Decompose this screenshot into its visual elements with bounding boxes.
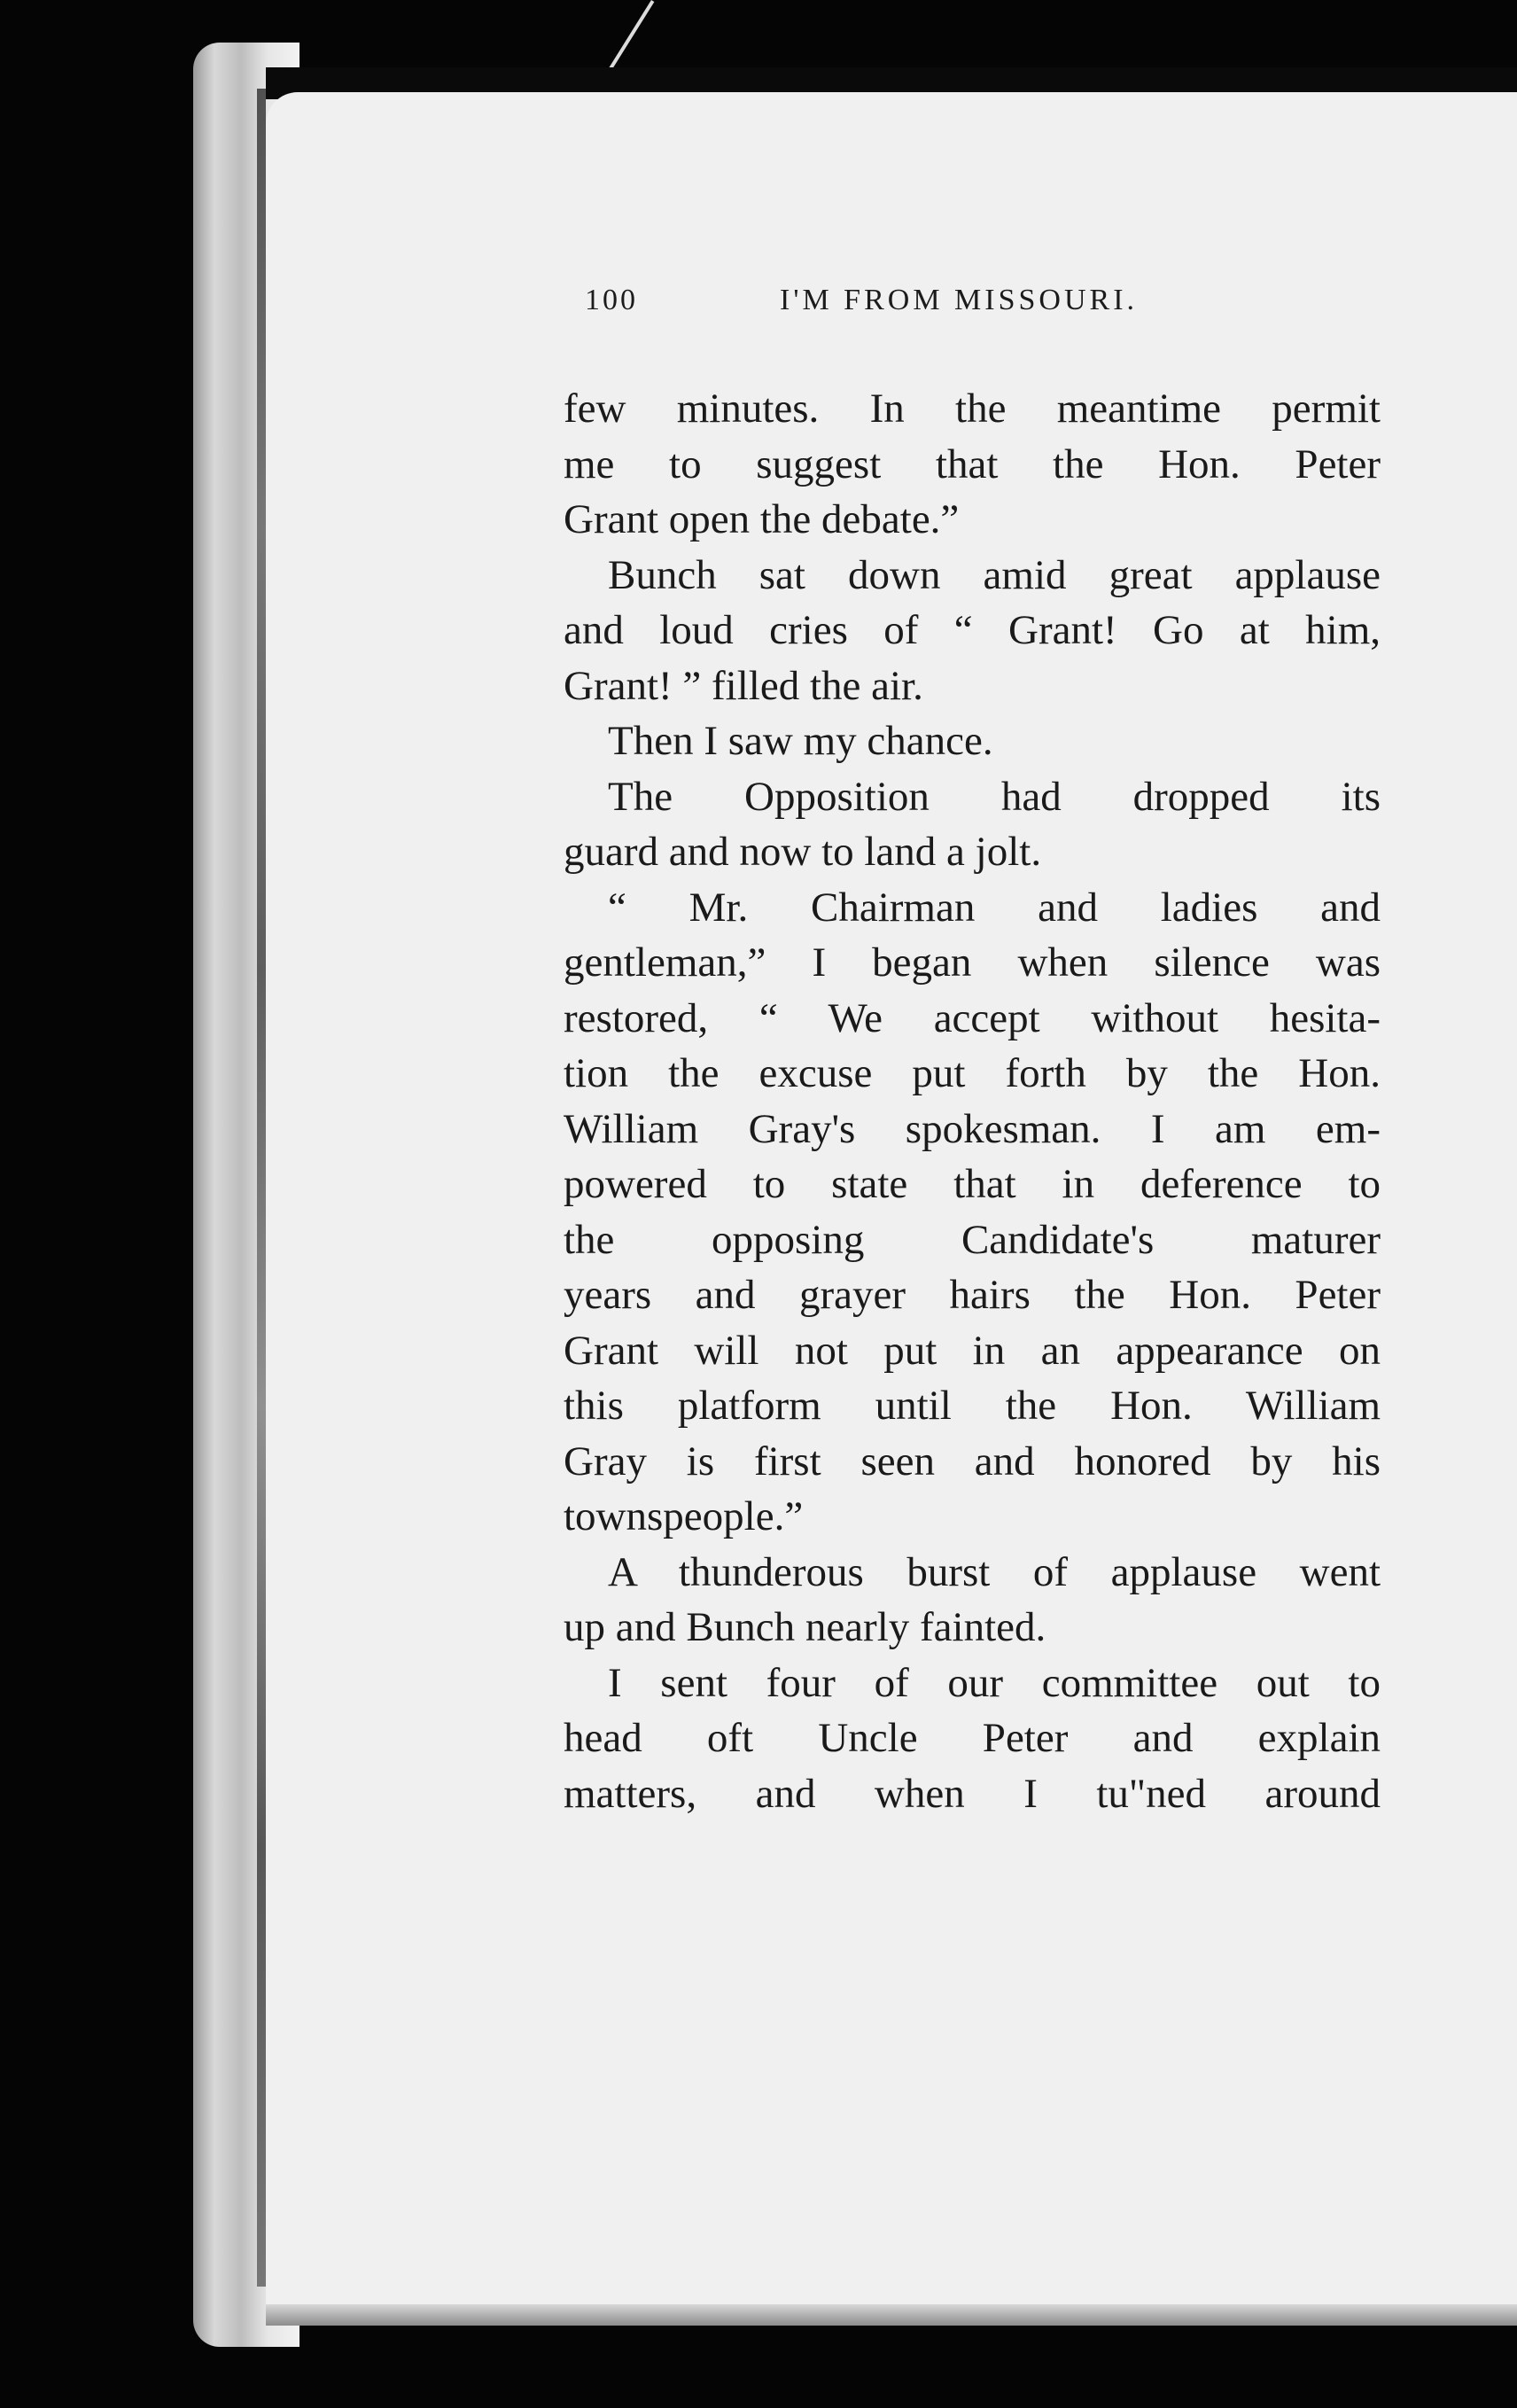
text-line: this platform until the Hon. William <box>564 1383 1381 1429</box>
page-gutter-edge <box>257 89 266 2287</box>
text-line: up and Bunch nearly fainted. <box>564 1604 1046 1650</box>
page-header <box>585 284 1258 337</box>
text-line: powered to state that in deference to <box>564 1161 1381 1207</box>
text-line: head oft Uncle Peter and explain <box>564 1715 1381 1761</box>
text-line: Grant open the debate.” <box>564 496 960 542</box>
text-line: Gray is first seen and honored by his <box>564 1438 1381 1485</box>
text-line: Grant will not put in an appearance on <box>564 1327 1381 1374</box>
text-line: few minutes. In the meantime permit <box>564 386 1381 432</box>
running-title: I'M FROM MISSOURI. <box>780 284 1139 316</box>
text-line: Bunch sat down amid great applause <box>608 551 1381 598</box>
text-line: William Gray's spokesman. I am em- <box>564 1105 1381 1152</box>
text-line: The Opposition had dropped its <box>608 773 1381 820</box>
text-line: years and grayer hairs the Hon. Peter <box>564 1272 1381 1318</box>
text-line: tion the excuse put forth by the Hon. <box>564 1050 1381 1096</box>
text-line: townspeople.” <box>564 1493 804 1539</box>
text-line: Grant! ” filled the air. <box>564 662 923 709</box>
text-line: matters, and when I tu"ned around <box>564 1770 1381 1817</box>
text-line: A thunderous burst of applause went <box>608 1548 1381 1595</box>
text-line: Then I saw my chance. <box>608 718 993 764</box>
text-line: and loud cries of “ Grant! Go at him, <box>564 607 1381 653</box>
page-number: 100 <box>585 284 638 316</box>
page-bottom-edge <box>266 2304 1517 2326</box>
text-line: “ Mr. Chairman and ladies and <box>608 884 1381 931</box>
text-line: me to suggest that the Hon. Peter <box>564 440 1381 487</box>
text-line: gentleman,” I began when silence was <box>564 939 1381 986</box>
text-line: restored, “ We accept without hesita- <box>564 994 1381 1041</box>
page-body-text <box>564 381 1381 1821</box>
text-line: I sent four of our committee out to <box>608 1659 1381 1706</box>
text-line: guard and now to land a jolt. <box>564 829 1042 875</box>
text-line: the opposing Candidate's maturer <box>564 1216 1381 1263</box>
